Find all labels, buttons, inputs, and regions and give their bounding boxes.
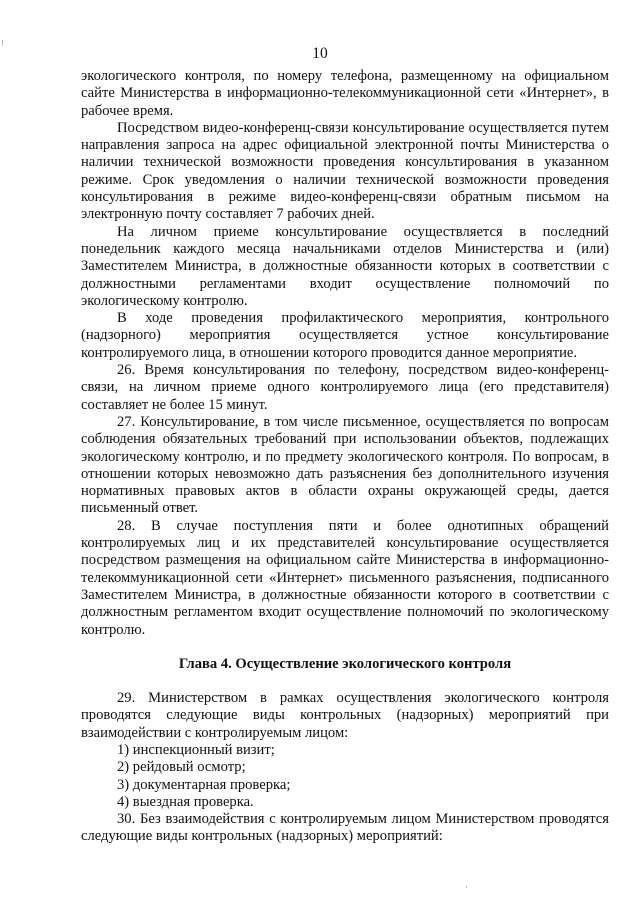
paragraph-30: 30. Без взаимодействия с контролируемым лицом Министерством проводятся следующие виды контрольных (надзорных) мероприятий: bbox=[81, 811, 609, 845]
paragraph-26: 26. Время консультирования по телефону, посредством видео-конференц-связи, на личном приеме одного контролируемого лица (его представителя) составляет не более 15 минут. bbox=[81, 362, 609, 413]
paragraph-29: 29. Министерством в рамках осуществления экологического контроля проводятся следующие виды контрольных (надзорных) мероприятий при взаимодействии с контролируемым лицом: bbox=[81, 690, 609, 741]
document-body bbox=[81, 68, 609, 846]
chapter-heading: Глава 4. Осуществление экологического контроля bbox=[178, 655, 512, 672]
list-item: 2) рейдовый осмотр; bbox=[117, 759, 246, 776]
scan-dot-mark bbox=[466, 886, 467, 888]
paragraph-27: 27. Консультирование, в том числе письменное, осуществляется по вопросам соблюдения обязательных требований при использовании объектов, подлежащих экологическому контролю, и по предмету экологического контроля. По вопросам, в отношении которых невозможно дать разъяснения без дополнительного изучения нормативных правовых актов в области охраны окружающей среды, дается письменный ответ. bbox=[81, 413, 609, 517]
inspection-types-list bbox=[81, 742, 609, 811]
list-item: 1) инспекционный визит; bbox=[117, 741, 275, 758]
list-item: 3) документарная проверка; bbox=[117, 776, 291, 793]
list-item: 4) выездная проверка. bbox=[117, 793, 254, 810]
paragraph-video-conference: Посредством видео-конференц-связи консультирование осуществляется путем направления запроса на адрес официальной электронной почты Министерства о наличии технической возможности проведения консультирования в указанном режиме. Срок уведомления о наличии технической возможности проведения консультирования в режиме видео-конференц-связи обратным письмом на электронную почту составляет 7 рабочих дней. bbox=[81, 119, 609, 223]
page-number: 10 bbox=[312, 45, 328, 62]
paragraph-continuation: экологического контроля, по номеру телефона, размещенному на официальном сайте Министерства в информационно-телекоммуникационной сети «Интернет», в рабочее время. bbox=[81, 68, 609, 119]
paragraph-28: 28. В случае поступления пяти и более однотипных обращений контролируемых лиц и их представителей консультирование осуществляется посредством размещения на официальном сайте Министерства в информационно-телекоммуникационной сети «Интернет» письменного разъяснения, подписанного Заместителем Министра, в должностные обязанности которого в соответствии с должностным регламентом входит осуществление полномочий по экологическому контролю. bbox=[81, 517, 609, 638]
paragraph-oral-consulting: В ходе проведения профилактического мероприятия, контрольного (надзорного) мероприятия осуществляется устное консультирование контролируемого лица, в отношении которого проводится данное мероприятие. bbox=[81, 310, 609, 361]
paragraph-personal-reception: На личном приеме консультирование осуществляется в последний понедельник каждого месяца начальниками отделов Министерства и (или) Заместителем Министра, в должностные обязанности которых в соответствии с должностными регламентами входит осуществление полномочий по экологическому контролю. bbox=[81, 223, 609, 309]
